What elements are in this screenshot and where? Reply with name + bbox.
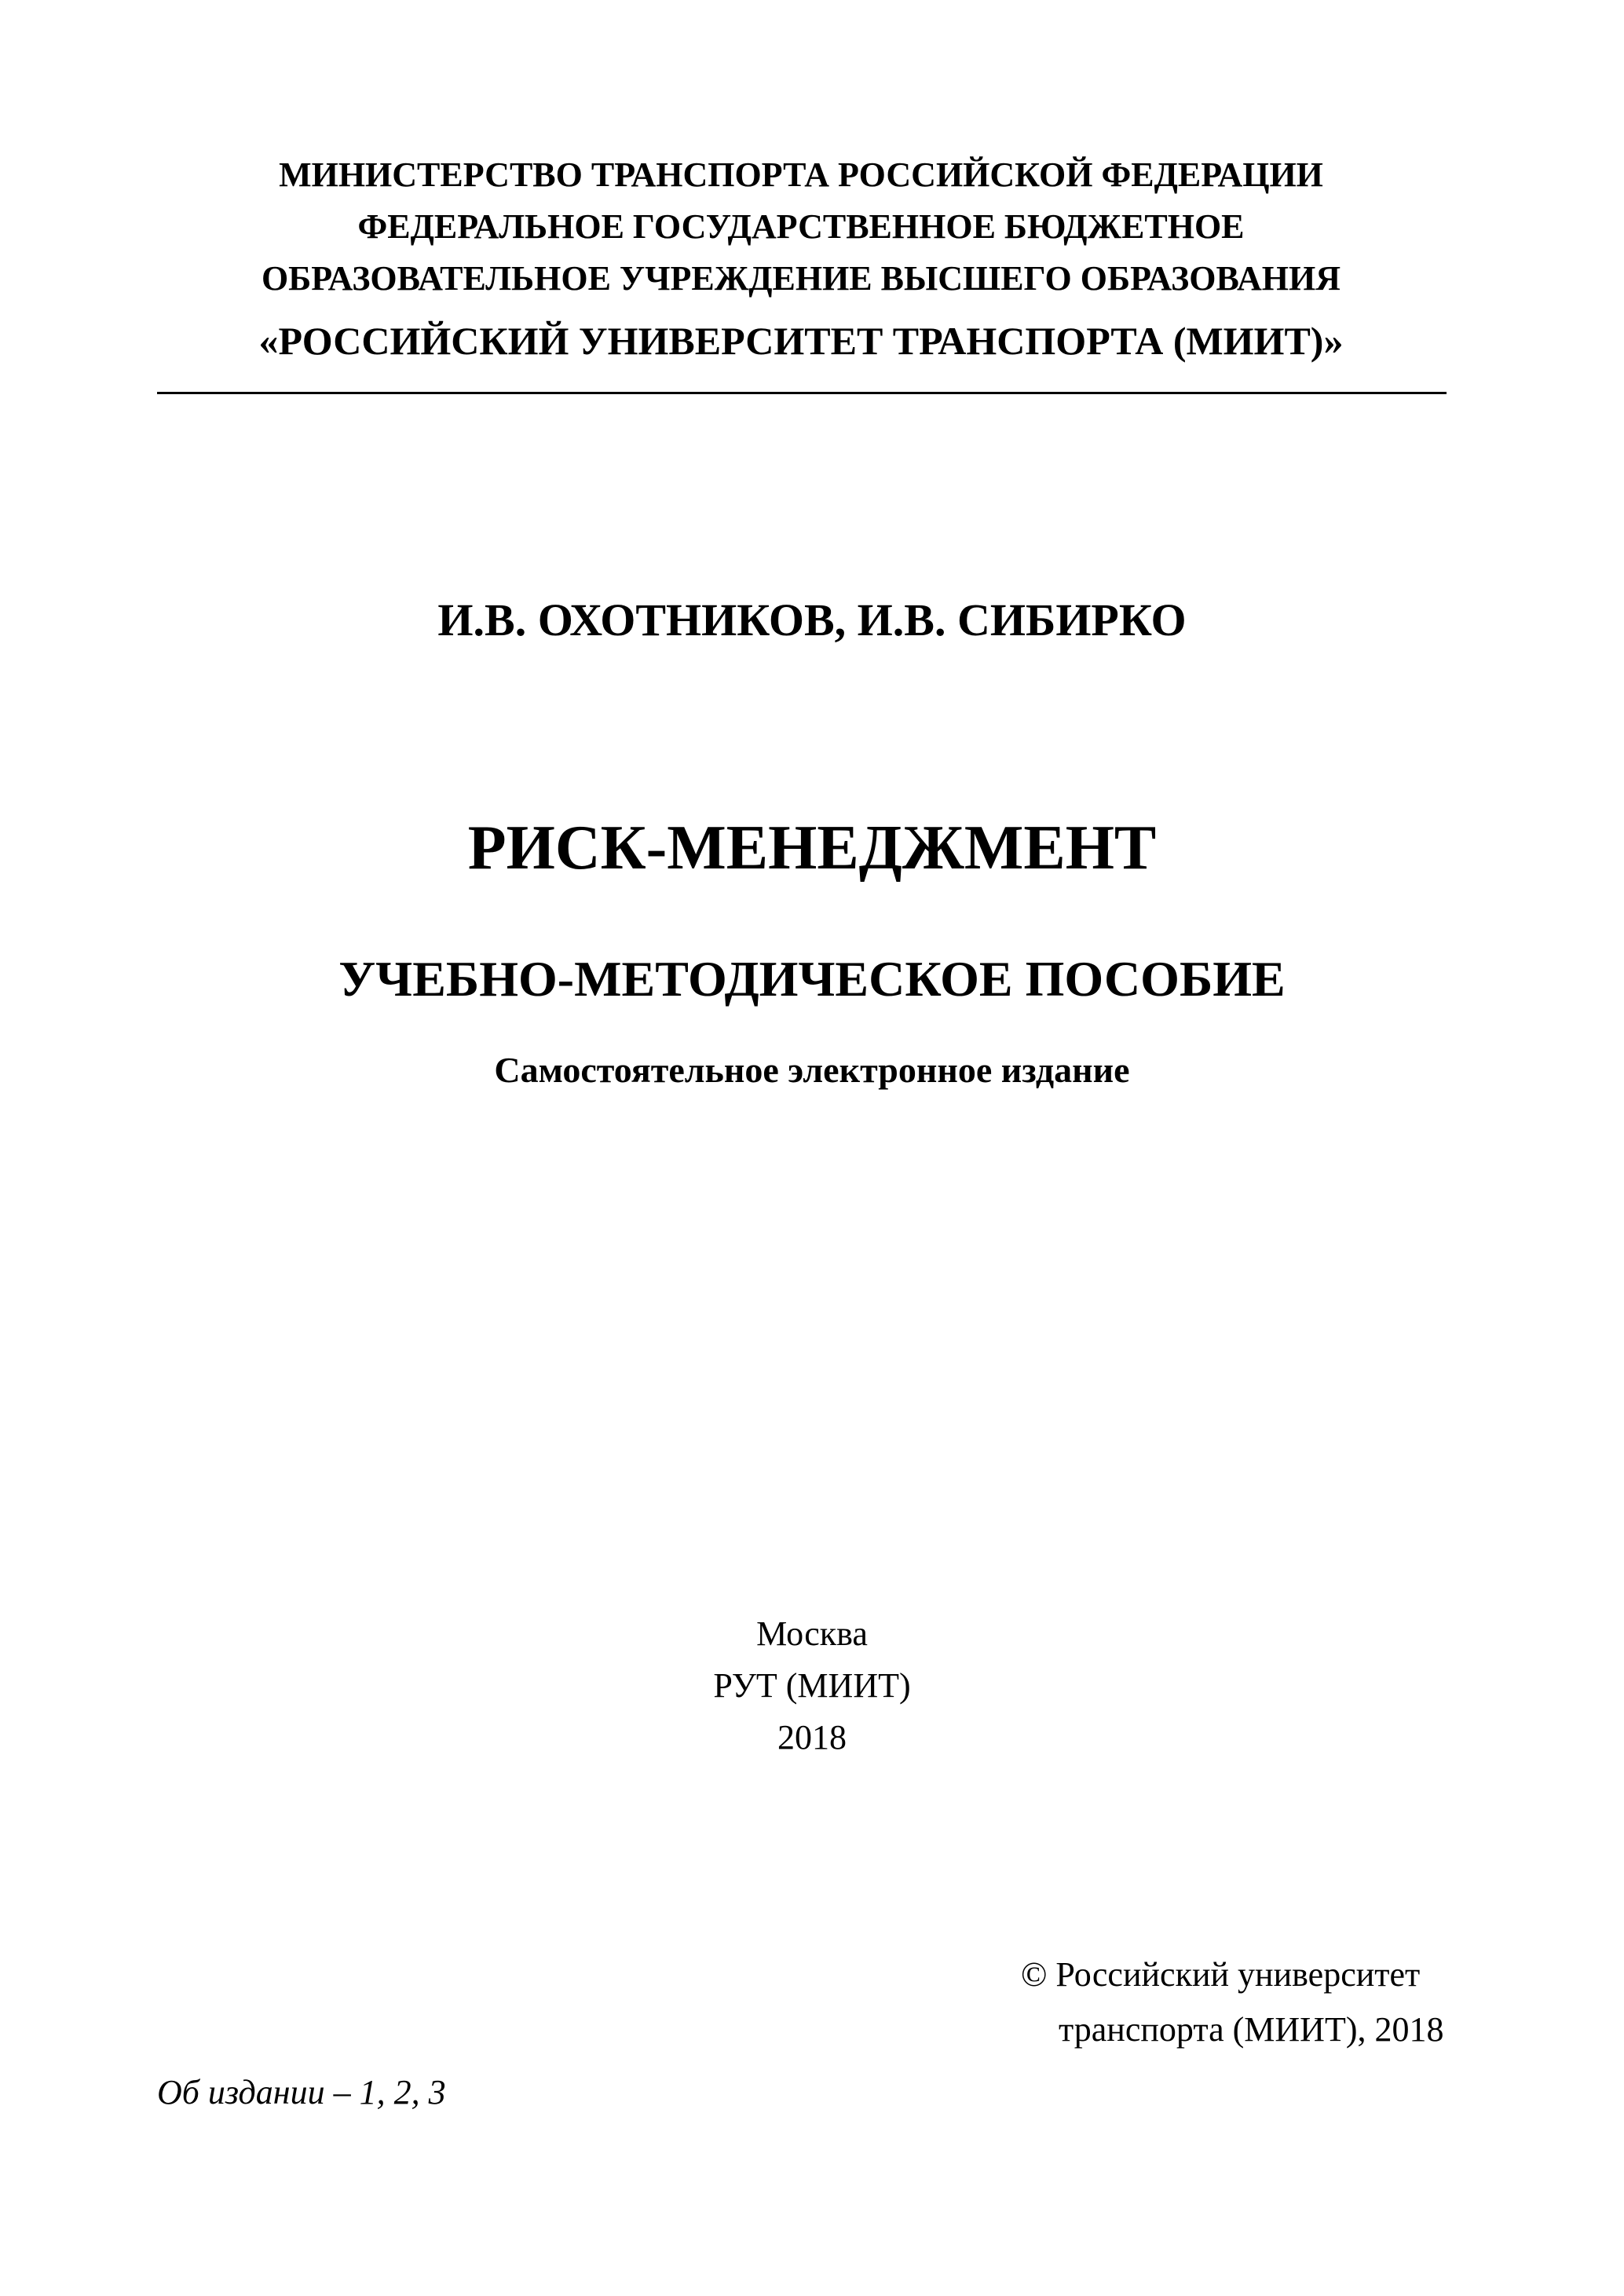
imprint-publisher: РУТ (МИИТ) [713,1666,911,1705]
ministry-name: МИНИСТЕРСТВО ТРАНСПОРТА РОССИЙСКОЙ ФЕДЕРАЦИИ [279,155,1323,194]
imprint-city: Москва [756,1614,868,1653]
header-divider [157,392,1447,394]
authors: И.В. ОХОТНИКОВ, И.В. СИБИРКО [437,594,1187,645]
institution-name-line-1: ФЕДЕРАЛЬНОЕ ГОСУДАРСТВЕННОЕ БЮДЖЕТНОЕ [357,207,1245,246]
about-edition-link[interactable]: Об издании – 1, 2, 3 [157,2073,446,2111]
imprint-year: 2018 [777,1718,847,1757]
book-title: РИСК-МЕНЕДЖМЕНТ [467,813,1157,883]
copyright-line-1: © Российский университет [1021,1955,1421,1994]
edition-type: Самостоятельное электронное издание [494,1050,1130,1090]
institution-name-line-2: ОБРАЗОВАТЕЛЬНОЕ УЧРЕЖДЕНИЕ ВЫСШЕГО ОБРАЗОВАНИЯ [261,259,1341,298]
imprint [0,1608,1624,1764]
copyright-notice [1021,1947,1461,2057]
university-name: «РОССИЙСКИЙ УНИВЕРСИТЕТ ТРАНСПОРТА (МИИТ)» [258,319,1344,363]
book-subtitle: УЧЕБНО-МЕТОДИЧЕСКОЕ ПОСОБИЕ [338,951,1286,1007]
copyright-line-2: транспорта (МИИТ), 2018 [1059,2010,1444,2049]
institution-header [157,149,1445,372]
